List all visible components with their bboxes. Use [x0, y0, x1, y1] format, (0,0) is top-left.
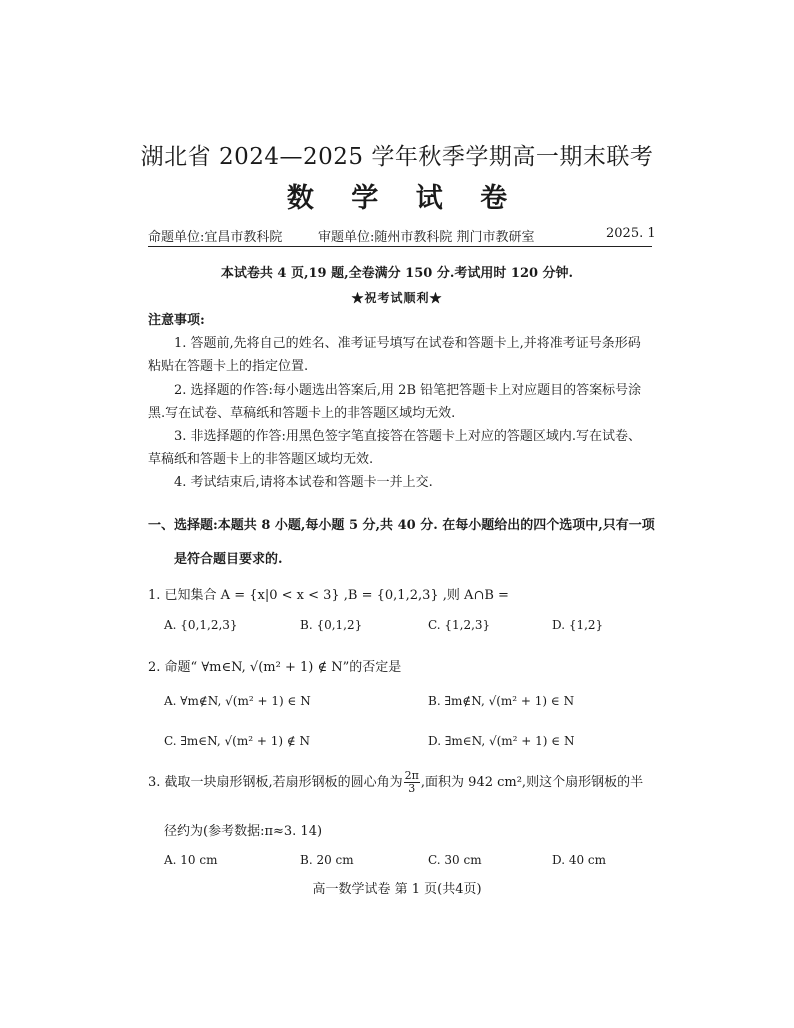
q3-option-d: D. 40 cm: [552, 853, 607, 867]
notice-line: 3. 非选择题的作答:用黑色签字笔直接答在答题卡上对应的答题区域内.写在试卷、: [174, 429, 642, 444]
q2-option-d: D. ∃m∈N, √(m² + 1) ∈ N: [428, 734, 575, 748]
q2-option-a: A. ∀m∉N, √(m² + 1) ∈ N: [164, 694, 311, 708]
header-divider: [148, 246, 652, 247]
notice-line: 草稿纸和答题卡上的非答题区域均无效.: [148, 452, 374, 467]
q2-option-c: C. ∃m∈N, √(m² + 1) ∉ N: [164, 734, 311, 748]
question-3-stem: [148, 770, 643, 795]
notice-line: 1. 答题前,先将自己的姓名、准考证号填写在试卷和答题卡上,并将准考证号条形码: [174, 336, 641, 351]
q1-option-d: D. {1,2}: [552, 618, 604, 632]
question-3-stem-cont: 径约为(参考数据:π≈3. 14): [164, 824, 323, 839]
notice-line: 4. 考试结束后,请将本试卷和答题卡一并上交.: [174, 475, 433, 490]
q1-option-c: C. {1,2,3}: [428, 618, 491, 632]
exam-date: 2025. 1: [606, 226, 656, 241]
question-1-stem: 1. 已知集合 A = {x|0 < x < 3} ,B = {0,1,2,3} ,则 A∩B =: [148, 588, 509, 603]
q3-angle-fraction: [404, 770, 420, 795]
notice-line: 2. 选择题的作答:每小题选出答案后,用 2B 铅笔把答题卡上对应题目的答案标号涂: [174, 383, 642, 398]
q3-stem-part1: 3. 截取一块扇形钢板,若扇形钢板的圆心角为: [148, 775, 403, 790]
notice-line: 粘贴在答题卡上的指定位置.: [148, 359, 309, 374]
question-2-stem: 2. 命题“ ∀m∈N, √(m² + 1) ∉ N”的否定是: [148, 660, 402, 675]
section-heading: 一、选择题:本题共 8 小题,每小题 5 分,共 40 分. 在每小题给出的四个选项中,只有一项: [148, 518, 655, 533]
fraction-numerator: 2π: [404, 769, 419, 782]
exam-subject: 数 学 试 卷: [286, 183, 522, 214]
exam-info: 本试卷共 4 页,19 题,全卷满分 150 分.考试用时 120 分钟.: [220, 266, 574, 281]
q2-option-b: B. ∃m∉N, √(m² + 1) ∈ N: [428, 694, 575, 708]
q3-option-c: C. 30 cm: [428, 853, 482, 867]
exam-title: 湖北省 2024—2025 学年秋季学期高一期末联考: [140, 144, 654, 170]
page-footer: 高一数学试卷 第 1 页(共4页): [312, 882, 482, 897]
review-unit: 审题单位:随州市教科院 荆门市教研室: [318, 230, 535, 245]
good-luck-line: ★祝考试顺利★: [351, 291, 443, 305]
fraction-denominator: 3: [408, 782, 416, 795]
section-heading-cont: 是符合题目要求的.: [174, 552, 283, 567]
notice-heading: 注意事项:: [148, 313, 205, 328]
proposition-unit: 命题单位:宜昌市教科院: [148, 230, 283, 245]
q3-option-a: A. 10 cm: [164, 853, 218, 867]
q3-option-b: B. 20 cm: [300, 853, 354, 867]
q1-option-a: A. {0,1,2,3}: [164, 618, 238, 632]
notice-line: 黑.写在试卷、草稿纸和答题卡上的非答题区域均无效.: [148, 406, 456, 421]
q3-stem-part2: ,面积为 942 cm²,则这个扇形钢板的半: [420, 775, 644, 790]
q1-option-b: B. {0,1,2}: [300, 618, 363, 632]
